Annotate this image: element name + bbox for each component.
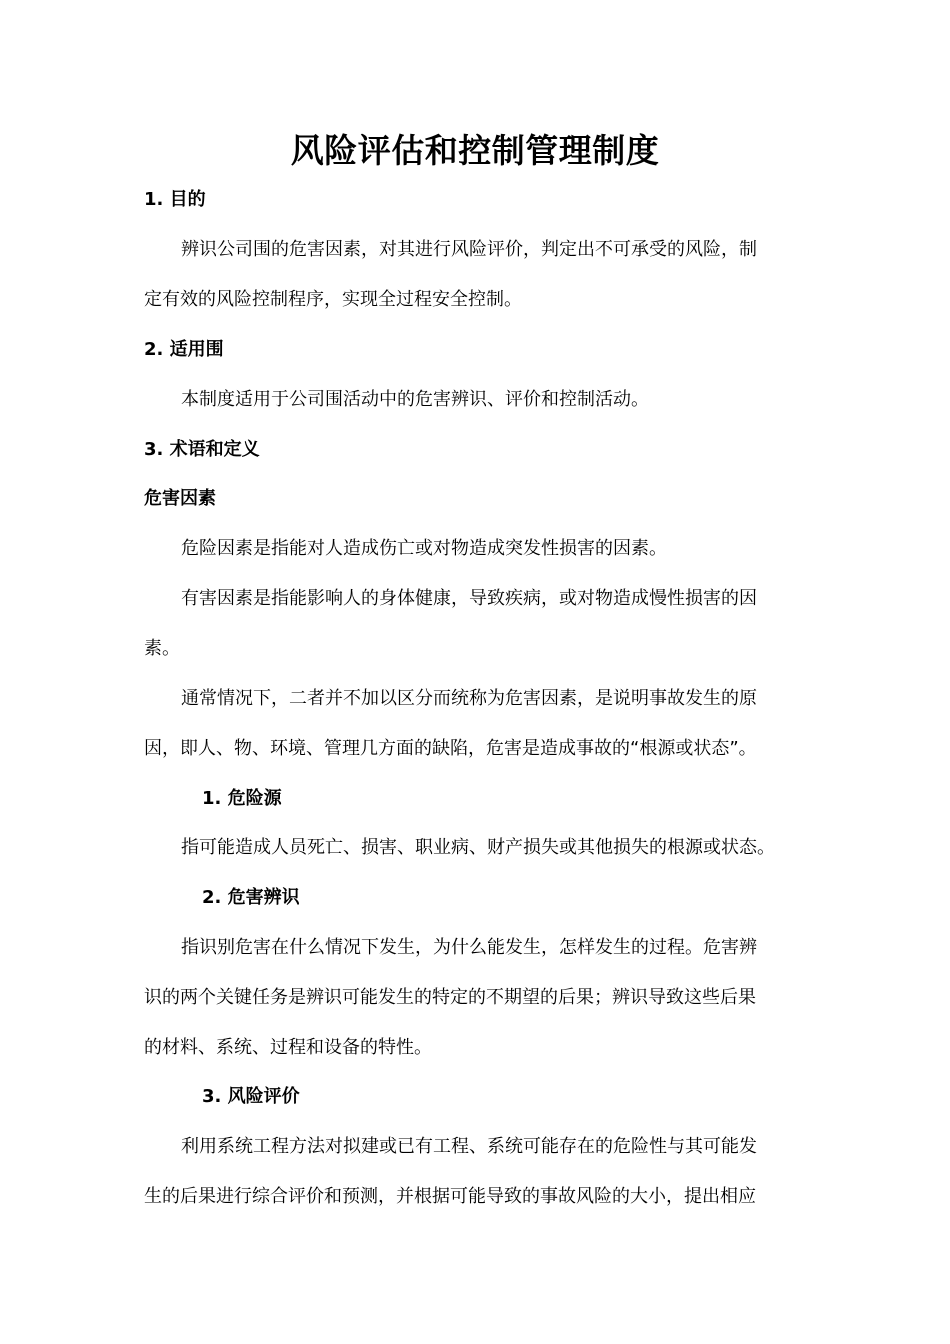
definition-paragraph-line: 危险因素是指能对人造成伤亡或对物造成突发性损害的因素。 [181,538,667,559]
item-2-line: 指识别危害在什么情况下发生，为什么能发生，怎样发生的过程。危害辨 [181,937,757,958]
hazard-factors-subheading: 危害因素 [144,488,216,509]
section-1-paragraph-line: 定有效的风险控制程序，实现全过程安全控制。 [144,289,522,310]
item-3-line: 利用系统工程方法对拟建或已有工程、系统可能存在的危险性与其可能发 [181,1136,757,1157]
definition-paragraph-line: 素。 [144,638,180,659]
item-1-line: 指可能造成人员死亡、损害、职业病、财产损失或其他损失的根源或状态。 [181,837,775,858]
definition-paragraph-line: 通常情况下，二者并不加以区分而统称为危害因素，是说明事故发生的原 [181,688,757,709]
item-2-heading: 2. 危害辨识 [202,887,300,908]
item-3-line: 生的后果进行综合评价和预测，并根据可能导致的事故风险的大小，提出相应 [144,1186,756,1207]
section-2-heading: 2. 适用围 [144,339,224,360]
item-3-heading: 3. 风险评价 [202,1086,300,1107]
item-1-heading: 1. 危险源 [202,788,282,809]
document-title: 风险评估和控制管理制度 [290,131,660,170]
definition-paragraph-line: 有害因素是指能影响人的身体健康，导致疾病，或对物造成慢性损害的因 [181,588,757,609]
section-1-heading: 1. 目的 [144,189,206,210]
item-2-line: 识的两个关键任务是辨识可能发生的特定的不期望的后果；辨识导致这些后果 [144,987,756,1008]
section-2-paragraph-line: 本制度适用于公司围活动中的危害辨识、评价和控制活动。 [181,389,649,410]
item-2-line: 的材料、系统、过程和设备的特性。 [144,1037,432,1058]
definition-paragraph-line: 因，即人、物、环境、管理几方面的缺陷，危害是造成事故的“根源或状态”。 [144,738,757,759]
section-3-heading: 3. 术语和定义 [144,439,260,460]
section-1-paragraph-line: 辨识公司围的危害因素，对其进行风险评价，判定出不可承受的风险，制 [181,239,757,260]
